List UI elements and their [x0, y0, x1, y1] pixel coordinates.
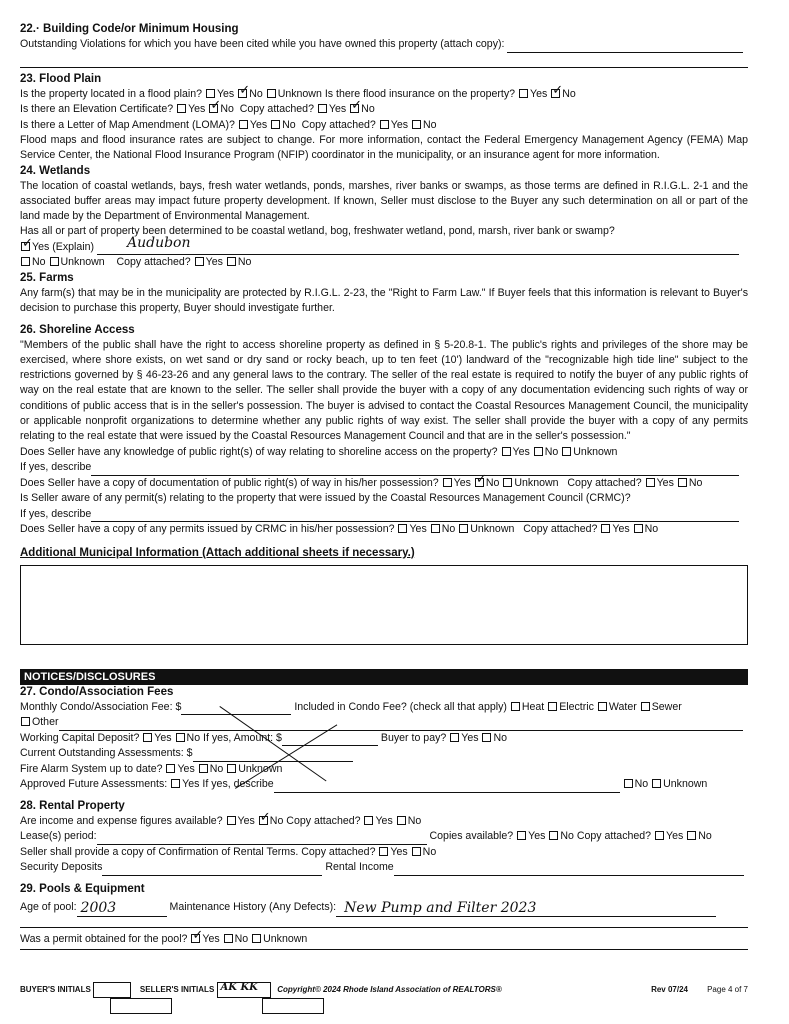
if-yes-describe-label: If yes, describe — [20, 461, 92, 474]
no-label: No — [441, 523, 456, 536]
no-label: No — [186, 731, 201, 744]
amount-label: If yes, Amount: $ — [203, 731, 282, 744]
loma-copy-no-checkbox[interactable] — [412, 120, 421, 129]
buyer-initials-box[interactable] — [93, 982, 131, 998]
income-yes-checkbox[interactable] — [227, 816, 236, 825]
condo-fee-row — [20, 700, 748, 716]
buyer-pay-label: Buyer to pay? — [380, 731, 447, 744]
pool-permit-unknown-checkbox[interactable] — [252, 934, 261, 943]
flood-insurance-question: Is there flood insurance on the property? — [324, 87, 516, 100]
seller-initials-box[interactable] — [217, 982, 271, 998]
water-checkbox[interactable] — [598, 702, 607, 711]
flood-insurance-no-checkbox[interactable] — [551, 89, 560, 98]
security-deposits-field[interactable] — [102, 863, 322, 876]
seller-initials-value: AK KK — [220, 982, 258, 993]
yes-label: Yes — [205, 256, 223, 269]
copy-attached-label: Copy attached? — [286, 814, 361, 827]
no-label: No — [485, 476, 500, 489]
fire-alarm-label: Fire Alarm System up to date? — [20, 762, 163, 775]
elevation-copy-no-checkbox[interactable] — [350, 104, 359, 113]
fire-yes-checkbox[interactable] — [166, 764, 175, 773]
section-24-title: 24. Wetlands — [20, 164, 91, 177]
violations-field[interactable] — [507, 40, 743, 53]
page-number: Page 4 of 7 — [707, 985, 748, 994]
crmc-unknown-checkbox[interactable] — [459, 524, 468, 533]
amount-field[interactable] — [282, 733, 378, 746]
copy-attached-label: Copy attached? — [301, 118, 376, 131]
no-label: No — [544, 445, 559, 458]
additional-info-box[interactable] — [20, 565, 748, 645]
fire-no-checkbox[interactable] — [199, 764, 208, 773]
current-assessments-label: Current Outstanding Assessments: $ — [20, 747, 193, 760]
no-label: No — [220, 103, 234, 115]
yes-explain-label: Yes (Explain) — [32, 240, 95, 253]
approved-unknown-checkbox[interactable] — [652, 779, 661, 788]
current-assessments-row — [20, 746, 748, 762]
seller-initials-label: SELLER'S INITIALS — [139, 985, 215, 995]
pool-age-row — [20, 897, 748, 917]
income-no-checkbox[interactable] — [259, 816, 268, 825]
elevation-copy-yes-checkbox[interactable] — [318, 104, 327, 113]
loma-copy-yes-checkbox[interactable] — [380, 120, 389, 129]
rental-income-field[interactable] — [394, 863, 744, 876]
income-copy-yes-checkbox[interactable] — [364, 816, 373, 825]
flood-plain-yes-checkbox[interactable] — [206, 89, 215, 98]
no-label: No — [234, 932, 249, 945]
unknown-label: Unknown — [514, 476, 559, 489]
elevation-no-checkbox[interactable] — [209, 104, 218, 113]
income-question: Are income and expense figures available? — [20, 814, 223, 827]
income-figures-row — [20, 814, 748, 830]
electric-label: Electric — [559, 700, 594, 713]
flood-plain-no-checkbox[interactable] — [238, 89, 247, 98]
wetlands-unknown-checkbox[interactable] — [50, 257, 59, 266]
crmc-yes-checkbox[interactable] — [398, 524, 407, 533]
crmc-permit-question: Is Seller aware of any permit(s) relating to the property that were issued by the Coastal Resources Management Council (CRMC)? — [20, 492, 631, 505]
no-label: No — [237, 256, 252, 269]
section-26-title: 26. Shoreline Access — [20, 323, 135, 336]
no-label: No — [493, 731, 508, 744]
wetlands-paragraph: The location of coastal wetlands, bays, fresh water wetlands, ponds, marshes, river banks or swamps, as those terms are defined in R.I.G.L. 2-1 and the associated buffer areas may impact future property development. If known, Seller must disclose to the Buyer any such determination on all or part of the land made by the Department of Environmental Management. — [20, 179, 748, 223]
yes-label: Yes — [237, 814, 255, 827]
sewer-label: Sewer — [651, 700, 682, 713]
unknown-label: Unknown — [663, 778, 708, 791]
elevation-row — [20, 102, 748, 118]
unknown-label: Unknown — [573, 445, 618, 458]
shoreline-describe-row — [20, 460, 748, 476]
other-checkbox[interactable] — [21, 717, 30, 726]
electric-checkbox[interactable] — [548, 702, 557, 711]
shoreline-knowledge-no-checkbox[interactable] — [534, 447, 543, 456]
confirm-no-checkbox[interactable] — [412, 847, 421, 856]
yes-label: Yes — [529, 87, 548, 100]
fire-alarm-row — [20, 762, 748, 778]
no-label: No — [422, 845, 437, 858]
notices-header: NOTICES/DISCLOSURES — [20, 669, 748, 685]
farms-paragraph: Any farm(s) that may be in the municipality are protected by R.I.G.L. 2-23, the "Right to Farm Law." If Buyer feels that this information is relevant to Buyer's decision to purchase this property, Buyer should investigate further. — [20, 286, 748, 315]
buyer-pay-no-checkbox[interactable] — [482, 733, 491, 742]
elevation-question: Is there an Elevation Certificate? — [20, 103, 174, 115]
no-label: No — [560, 830, 574, 843]
maintenance-field[interactable] — [336, 899, 716, 917]
documentation-unknown-checkbox[interactable] — [503, 478, 512, 487]
working-yes-checkbox[interactable] — [143, 733, 152, 742]
pool-permit-question: Was a permit obtained for the pool? — [20, 932, 188, 945]
confirmation-label: Seller shall provide a copy of Confirmation of Rental Terms. Copy attached? — [20, 845, 376, 858]
elevation-yes-checkbox[interactable] — [177, 104, 186, 113]
crmc-copy-row — [20, 522, 748, 538]
yes-label: Yes — [182, 778, 200, 791]
yes-label: Yes — [390, 118, 409, 131]
approved-label: Approved Future Assessments: — [20, 778, 168, 791]
loma-no-checkbox[interactable] — [271, 120, 280, 129]
crmc-copy-question: Does Seller have a copy of any permits issued by CRMC in his/her possession? — [20, 523, 395, 536]
shoreline-paragraph: "Members of the public shall have the right to access shoreline property as defined in § 5-20.8-1. The public's rights and privileges of the shore may be exercised, where shore exists, on wet sand or dry sand or rocky beach, up to ten feet (10') landward of the "recognizable high tide line" subject to the restrictions governed by § 46-23-26 and any general laws to the contrary. The seller of the real estate is required to notify the buyer of any public rights of way on the real estate that are known to the seller. The seller shall provide the buyer with a copy of any documentation evidencing such rights of way or conditions of public access that is in the seller's possession. The buyer is advised to contact the Coastal Resources Management Council, the municipality or applicable nonprofit organizations to determine whether any public rights of way exist. The seller shall provide the buyer with a copy of any permits relating to the real estate that were issued by the Coastal Resources Management Council and that are in the seller's possession." — [20, 338, 748, 443]
maintenance-value: New Pump and Filter 2023 — [344, 899, 537, 916]
section-28-title: 28. Rental Property — [20, 799, 125, 812]
additional-info-title: Additional Municipal Information (Attach additional sheets if necessary.) — [20, 546, 415, 559]
if-yes-describe-label: If yes, describe — [202, 778, 274, 791]
loma-row — [20, 118, 748, 134]
approved-assessments-row — [20, 777, 748, 793]
pool-age-value: 2003 — [80, 899, 117, 916]
lease-copy-no-checkbox[interactable] — [687, 831, 696, 840]
yes-label: Yes — [202, 932, 220, 945]
copy-attached-label: Copy attached? — [116, 256, 191, 269]
wetlands-yes-checkbox[interactable] — [21, 242, 30, 251]
lease-copy-yes-checkbox[interactable] — [655, 831, 664, 840]
unknown-label: Unknown — [263, 932, 308, 945]
yes-label: Yes — [612, 523, 630, 536]
yes-label: Yes — [216, 87, 235, 100]
yes-label: Yes — [528, 830, 546, 843]
working-no-checkbox[interactable] — [176, 733, 185, 742]
monthly-fee-field[interactable] — [181, 702, 291, 715]
fire-unknown-checkbox[interactable] — [227, 764, 236, 773]
working-capital-label: Working Capital Deposit? — [20, 731, 140, 744]
violations-line — [20, 37, 748, 53]
unknown-label: Unknown — [470, 523, 515, 536]
buyer-pay-yes-checkbox[interactable] — [450, 733, 459, 742]
yes-label: Yes — [328, 103, 347, 115]
water-label: Water — [608, 700, 637, 713]
documentation-no-checkbox[interactable] — [475, 478, 484, 487]
yes-label: Yes — [154, 731, 172, 744]
crmc-copy-no-checkbox[interactable] — [634, 524, 643, 533]
no-label: No — [698, 830, 712, 843]
working-capital-row — [20, 731, 748, 747]
pool-permit-yes-checkbox[interactable] — [191, 934, 200, 943]
no-label: No — [282, 118, 296, 131]
heat-checkbox[interactable] — [511, 702, 520, 711]
wetlands-yes-row — [20, 235, 748, 256]
yes-label: Yes — [409, 523, 427, 536]
documentation-copy-yes-checkbox[interactable] — [646, 478, 655, 487]
shoreline-knowledge-row — [20, 445, 748, 461]
sewer-checkbox[interactable] — [641, 702, 650, 711]
yes-label: Yes — [249, 118, 268, 131]
revision-text: Rev 07/24 — [651, 985, 688, 994]
yes-label: Yes — [461, 731, 479, 744]
yes-label: Yes — [375, 814, 393, 827]
section-22-title: 22.· Building Code/or Minimum Housing — [20, 23, 239, 35]
yes-label: Yes — [666, 830, 684, 843]
income-copy-no-checkbox[interactable] — [397, 816, 406, 825]
yes-label: Yes — [512, 445, 530, 458]
loma-yes-checkbox[interactable] — [239, 120, 248, 129]
flood-insurance-yes-checkbox[interactable] — [519, 89, 528, 98]
no-label: No — [422, 118, 437, 131]
loma-question: Is there a Letter of Map Amendment (LOMA)? — [20, 118, 235, 131]
copyright-text: Copyright© 2024 Rhode Island Association of REALTORS® — [277, 985, 502, 995]
shoreline-knowledge-unknown-checkbox[interactable] — [562, 447, 571, 456]
pool-age-field[interactable] — [77, 899, 167, 917]
no-label: No — [562, 87, 576, 100]
flood-plain-row — [20, 87, 748, 103]
section-29-title: 29. Pools & Equipment — [20, 882, 145, 895]
unknown-label: Unknown — [238, 762, 283, 775]
included-label: Included in Condo Fee? (check all that apply) — [294, 700, 507, 713]
wetlands-copy-yes-checkbox[interactable] — [195, 257, 204, 266]
wetlands-explain-field[interactable] — [97, 235, 739, 255]
no-label: No — [644, 523, 659, 536]
unknown-label: Unknown — [60, 256, 105, 269]
no-label: No — [209, 762, 224, 775]
other-row — [20, 715, 748, 731]
no-label: No — [249, 87, 263, 100]
shoreline-describe-field[interactable] — [91, 463, 739, 476]
confirm-yes-checkbox[interactable] — [379, 847, 388, 856]
pool-permit-row — [20, 932, 748, 948]
copy-attached-label: Copy attached? — [239, 103, 314, 115]
section-25-title: 25. Farms — [20, 271, 74, 284]
flood-plain-unknown-checkbox[interactable] — [267, 89, 276, 98]
wetlands-copy-no-checkbox[interactable] — [227, 257, 236, 266]
security-deposits-label: Security Deposits — [20, 861, 103, 874]
no-label: No — [361, 103, 375, 115]
section-23-title: 23. Flood Plain — [20, 72, 102, 85]
current-assessments-field[interactable] — [193, 749, 353, 762]
buyer-initials-lower-box[interactable] — [110, 998, 172, 1014]
copies-yes-checkbox[interactable] — [517, 831, 526, 840]
no-label: No — [269, 814, 284, 827]
yes-label: Yes — [177, 762, 195, 775]
flood-maps-paragraph: Flood maps and flood insurance rates are subject to change. For more information, contact the Federal Emergency Management Agency (FEMA) Map Service Center, the National Flood Insurance Program (NFIP) coordinator in the municipality, or an insurance agent for more information. — [20, 134, 748, 162]
copies-label: Copies available? — [429, 830, 514, 843]
copy-attached-label: Copy attached? — [567, 476, 642, 489]
no-label: No — [407, 814, 422, 827]
seller-initials-lower-box[interactable] — [262, 998, 324, 1014]
crmc-describe-row — [20, 507, 748, 523]
other-field[interactable] — [59, 718, 743, 731]
yes-label: Yes — [453, 476, 471, 489]
no-label: No — [634, 778, 649, 791]
copies-no-checkbox[interactable] — [549, 831, 558, 840]
lease-field[interactable] — [97, 832, 427, 845]
documentation-yes-checkbox[interactable] — [443, 478, 452, 487]
wetlands-explain-value: Audubon — [126, 235, 191, 252]
if-yes-describe-label: If yes, describe — [20, 507, 92, 520]
crmc-describe-field[interactable] — [91, 509, 739, 522]
heat-label: Heat — [521, 700, 545, 713]
flood-plain-question: Is the property located in a flood plain? — [20, 87, 202, 100]
shoreline-knowledge-yes-checkbox[interactable] — [502, 447, 511, 456]
buyer-initials-label: BUYER'S INITIALS — [20, 985, 91, 995]
maintenance-label: Maintenance History (Any Defects): — [169, 900, 337, 913]
confirmation-row — [20, 845, 748, 861]
no-label: No — [32, 256, 46, 269]
shoreline-knowledge-question: Does Seller have any knowledge of public right(s) of way relating to shoreline access on the property? — [20, 445, 498, 458]
yes-label: Yes — [656, 476, 674, 489]
violations-label: Outstanding Violations for which you have been cited while you have owned this property (attach copy): — [20, 38, 505, 50]
yes-label: Yes — [188, 103, 206, 115]
copy-attached-label: Copy attached? — [576, 830, 652, 843]
documentation-question: Does Seller have a copy of documentation of public right(s) of way in his/her possession? — [20, 476, 439, 489]
copy-attached-label: Copy attached? — [523, 523, 598, 536]
yes-label: Yes — [390, 845, 408, 858]
crmc-copy-yes-checkbox[interactable] — [601, 524, 610, 533]
other-label: Other — [32, 716, 59, 729]
crmc-no-checkbox[interactable] — [431, 524, 440, 533]
lease-label: Lease(s) period: — [20, 830, 97, 843]
approved-no-checkbox[interactable] — [624, 779, 633, 788]
monthly-fee-label: Monthly Condo/Association Fee: $ — [20, 700, 182, 713]
shoreline-documentation-row — [20, 476, 748, 492]
wetlands-options-row — [20, 255, 748, 271]
footer — [20, 982, 748, 998]
rental-income-label: Rental Income — [325, 861, 394, 874]
pool-permit-no-checkbox[interactable] — [224, 934, 233, 943]
unknown-label: Unknown — [277, 87, 322, 100]
pool-age-label: Age of pool: — [20, 900, 77, 913]
no-label: No — [688, 476, 703, 489]
section-27-title: 27. Condo/Association Fees — [20, 685, 174, 698]
approved-yes-checkbox[interactable] — [171, 779, 180, 788]
documentation-copy-no-checkbox[interactable] — [678, 478, 687, 487]
wetlands-no-checkbox[interactable] — [21, 257, 30, 266]
security-row — [20, 860, 748, 876]
wetlands-question: Has all or part of property been determined to be coastal wetland, bog, freshwater wetland, pond, marsh, river bank or swamp? — [20, 225, 615, 238]
lease-row — [20, 829, 748, 845]
